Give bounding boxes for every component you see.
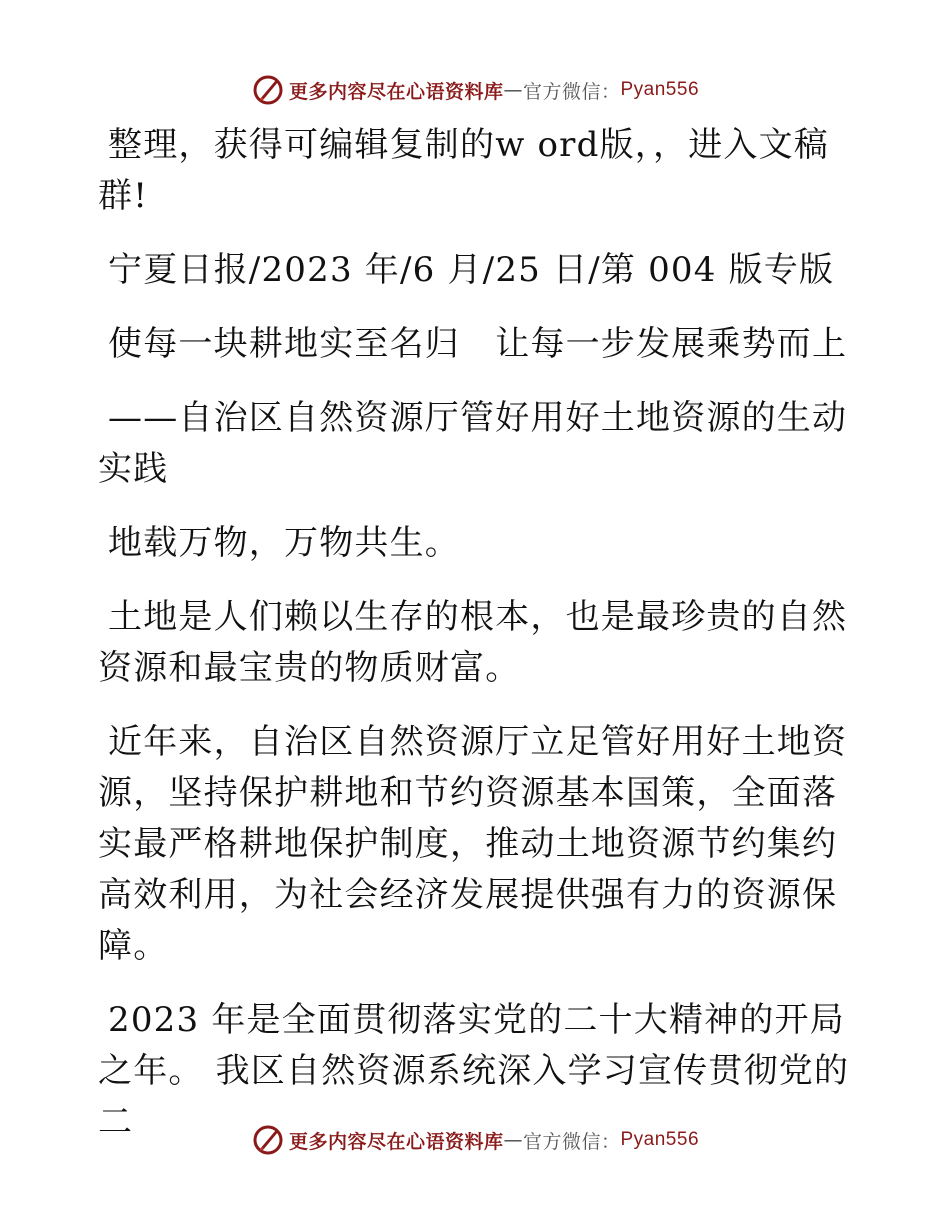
header-watermark-banner xyxy=(0,70,950,110)
footer-site-name: 更多内容尽在心语资料库 xyxy=(288,1130,504,1153)
intro-note: 整理，获得可编辑复制的w ord版，，进入文稿群! xyxy=(98,125,829,216)
article-title: 使每一块耕地实至名归 让每一步发展乘势而上 xyxy=(108,324,848,364)
header-dash: — xyxy=(503,79,523,101)
article-body xyxy=(98,120,850,1171)
footer-dash: — xyxy=(503,1129,523,1151)
article-subtitle: ——自治区自然资源厅管好用好土地资源的生动实践 xyxy=(98,398,848,489)
footer-watermark-banner xyxy=(0,1120,950,1160)
header-official-label: 官方微信： xyxy=(522,80,621,103)
body-paragraph: 土地是人们赖以生存的根本，也是最珍贵的自然资源和最宝贵的物质财富。 xyxy=(98,597,848,688)
header-site-name: 更多内容尽在心语资料库 xyxy=(288,80,504,103)
body-paragraph: 地载万物，万物共生。 xyxy=(108,523,460,563)
quill-logo-icon xyxy=(251,1123,285,1157)
footer-wechat-handle: Pyan556 xyxy=(620,1129,700,1150)
footer-official-label: 官方微信： xyxy=(522,1130,621,1153)
quill-logo-icon xyxy=(251,73,285,107)
header-wechat-handle: Pyan556 xyxy=(620,79,700,100)
body-paragraph: 2023 年是全面贯彻落实党的二十大精神的开局之年。 我区自然资源系统深入学习宣传贯彻党的二 xyxy=(98,1000,850,1142)
source-line: 宁夏日报/2023 年/6 月/25 日/第 004 版专版 xyxy=(108,250,835,290)
body-paragraph: 近年来，自治区自然资源厅立足管好用好土地资源，坚持保护耕地和节约资源基本国策，全面落实最严格耕地保护制度，推动土地资源节约集约高效利用，为社会经济发展提供强有力的资源保障。 xyxy=(98,722,848,966)
